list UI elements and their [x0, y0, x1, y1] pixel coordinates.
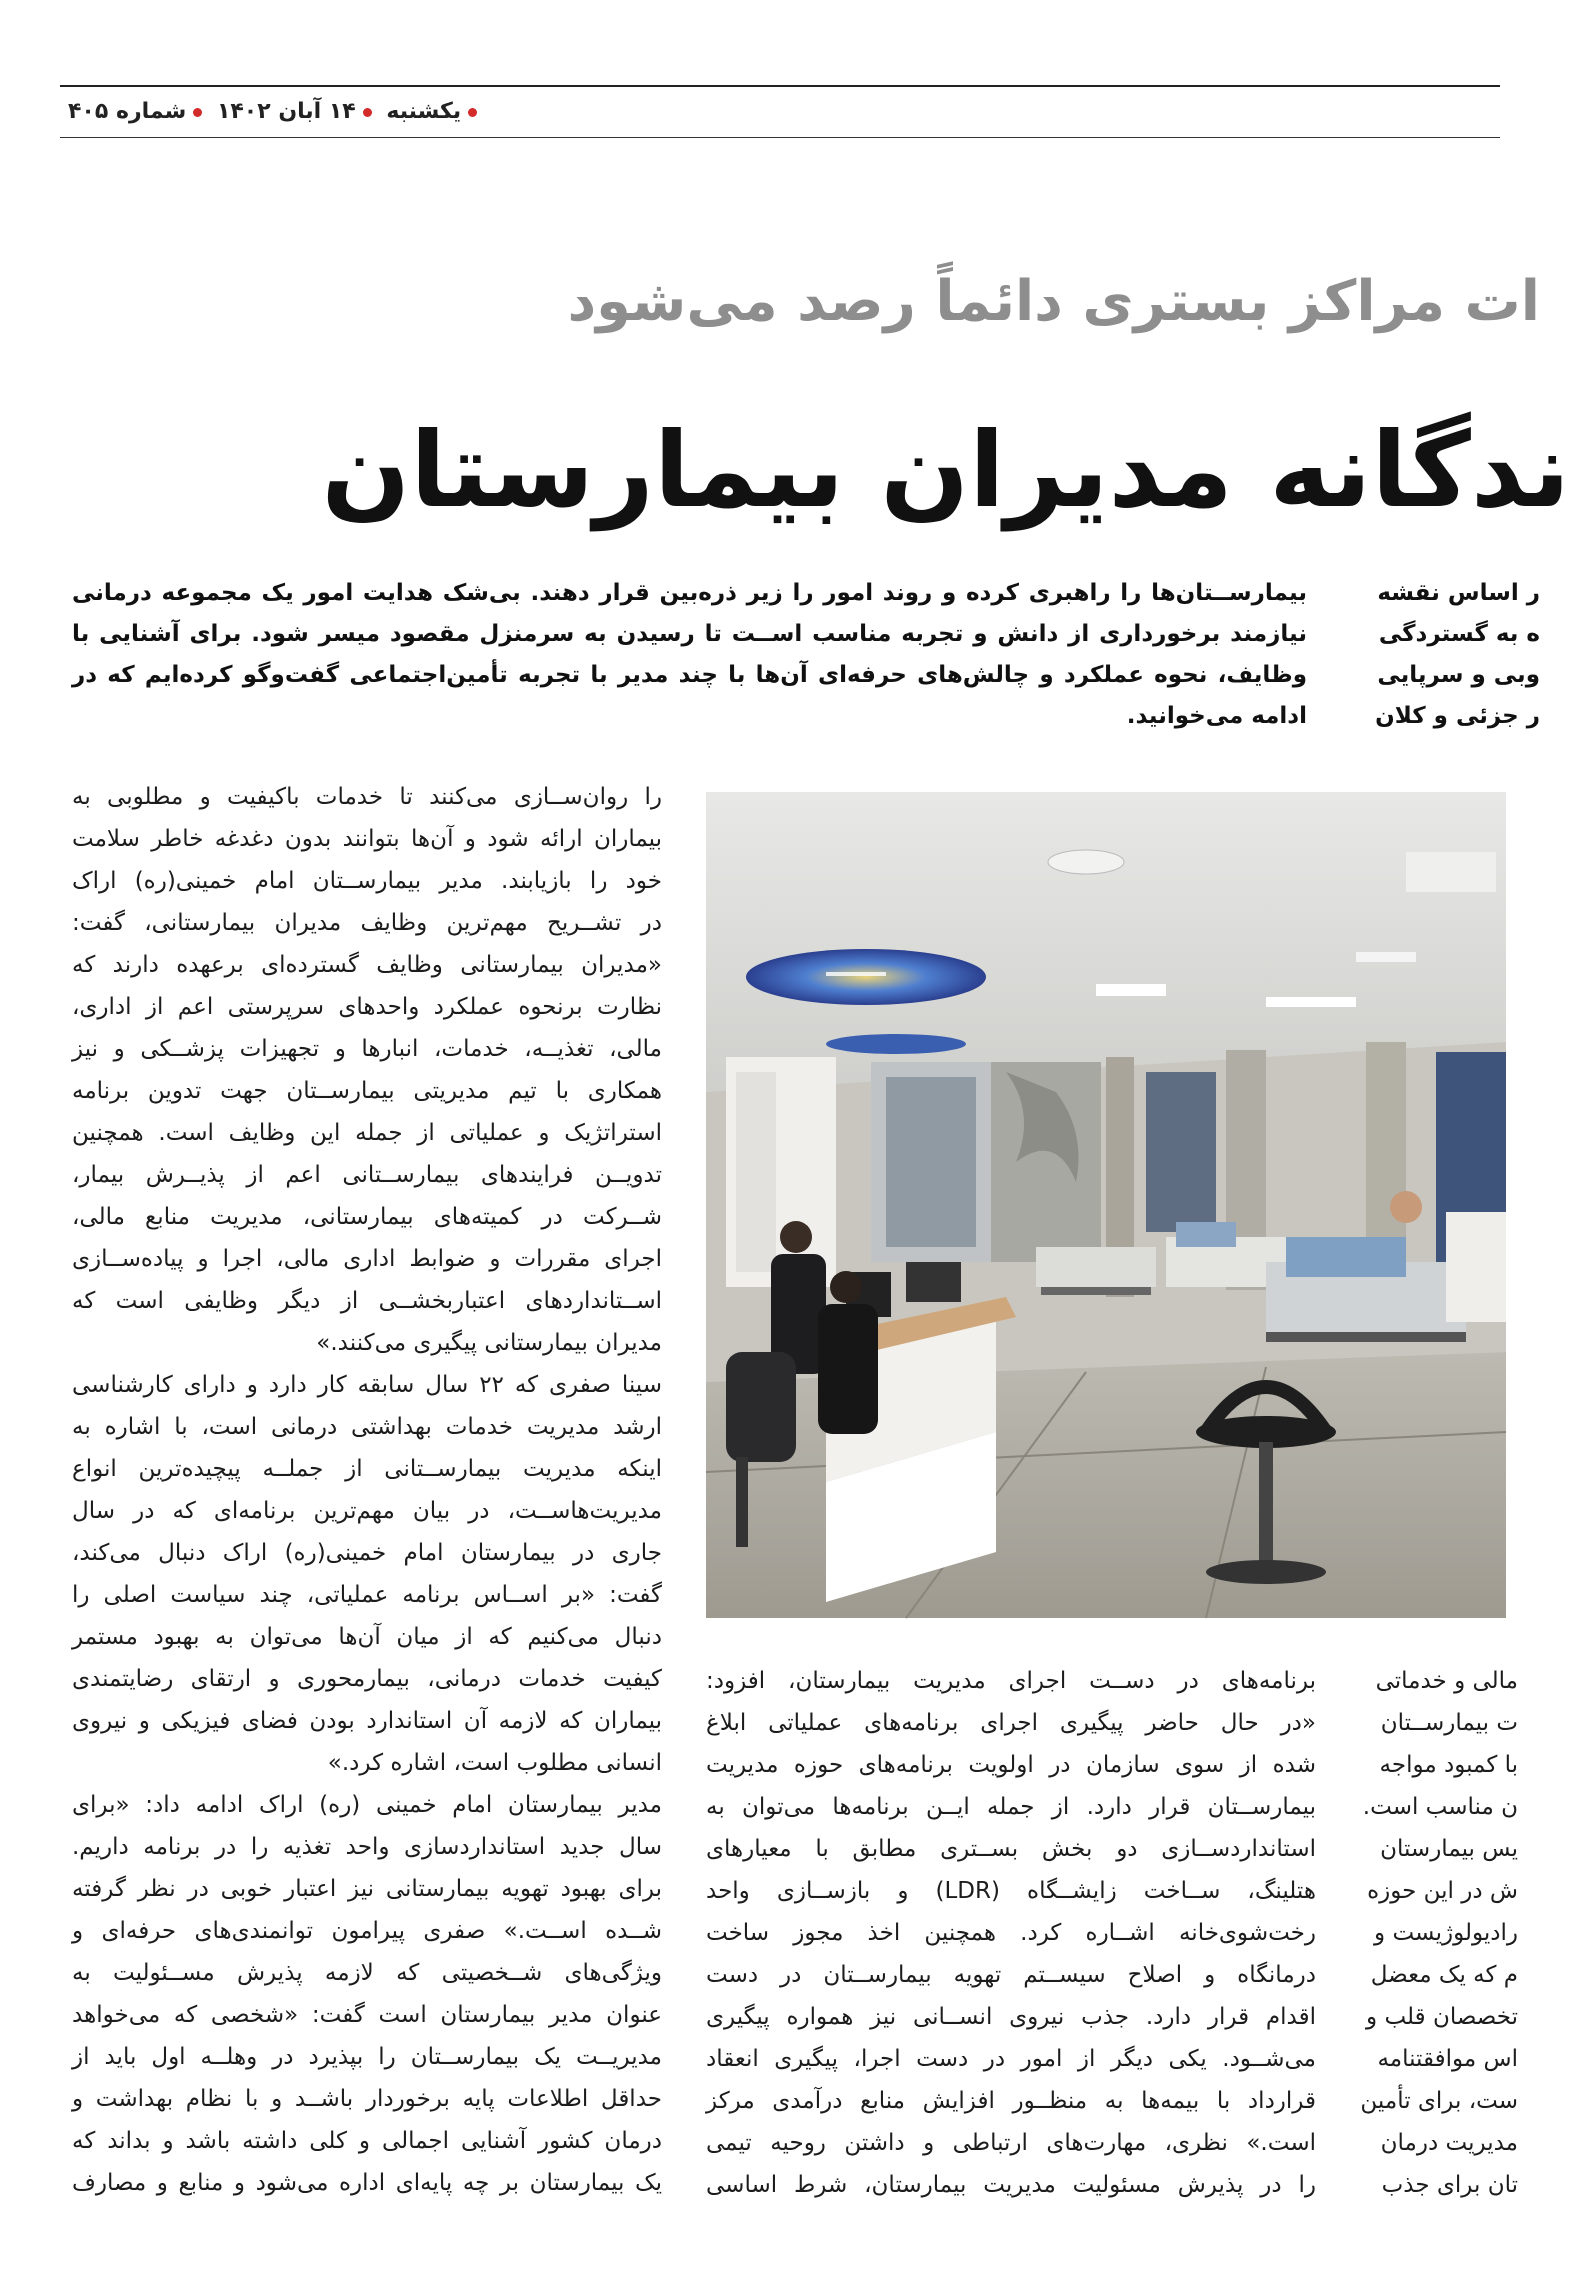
body-line: ست، برای تأمین: [1360, 2088, 1518, 2114]
body-line: تدویــن فرایندهای بیمارســتانی اعم از پذیــرش بیمار،: [72, 1162, 662, 1188]
body-line: شــرکت در کمیته‌های بیمارستانی، مدیریت منابع مالی،: [72, 1204, 662, 1230]
body-line: مالی، تغذیــه، خدمات، انبارها و تجهیزات پزشــکی و نیز: [72, 1036, 662, 1062]
body-line: را روان‌ســازی می‌کنند تا خدمات باکیفیت و مطلوبی به: [72, 784, 662, 810]
body-line: ت بیمارســتان: [1380, 1710, 1518, 1736]
headline: ندگانه مدیران بیمارستان: [321, 409, 1570, 531]
lead-line: نیازمند برخورداری از دانش و تجربه مناسب اســت تا رسیدن به سرمنزل مقصود میسر شود. برای آشنایی با: [72, 621, 1307, 647]
body-line: برنامه‌های در دســت اجرای مدیریت بیمارستان، افزود:: [706, 1668, 1316, 1694]
header-rule-bottom: [60, 137, 1500, 138]
body-line: مدیریت درمان: [1380, 2130, 1518, 2156]
body-line: بیماران که لازمه آن استاندارد بودن فضای فیزیکی و نیروی: [72, 1708, 662, 1734]
body-line: رخت‌شوی‌خانه اشــاره کرد. همچنین اخذ مجوز ساخت: [706, 1920, 1316, 1946]
body-line: حداقل اطلاعات پایه برخوردار باشــد و با نظام بهداشت و: [72, 2086, 662, 2112]
body-line: شده از سوی سازمان در اولویت برنامه‌های حوزه مدیریت: [706, 1752, 1316, 1778]
lead-line: بیمارســتان‌ها را راهبری کرده و روند امور را زیر ذره‌بین قرار دهند. بی‌شک هدایت امور یک مجموعه درمانی: [72, 580, 1307, 606]
body-line: تان برای جذب: [1381, 2172, 1518, 2198]
body-line: بیمارســتان قرار دارد. از جمله ایــن برنامه‌ها می‌توان به: [706, 1794, 1316, 1820]
body-line: را در پذیرش مسئولیت مدیریت بیمارستان، شرط اساسی: [706, 2172, 1316, 2198]
body-line: «مدیران بیمارستانی وظایف گسترده‌ای برعهده دارند که: [72, 952, 662, 978]
lead-line: وظایف، نحوه عملکرد و چالش‌های حرفه‌ای آن‌ها با چند مدیر با تجربه تأمین‌اجتماعی گفت‌وگو کرده‌ایم که در: [72, 662, 1307, 688]
lead-line: ر اساس نقشه: [1377, 580, 1540, 606]
body-line: اس موافقتنامه: [1377, 2046, 1518, 2072]
body-line: سال جدید استانداردسازی واحد تغذیه را در برنامه داریم.: [72, 1834, 662, 1860]
body-line: جاری در بیمارستان امام خمینی(ره) اراک دنبال می‌کند،: [72, 1540, 662, 1566]
body-line: شــده اســت.» صفری پیرامون توانمندی‌های حرفه‌ای و: [72, 1918, 662, 1944]
body-line: مدیران بیمارستانی پیگیری می‌کنند.»: [316, 1330, 662, 1356]
body-line: اینکه مدیریت بیمارســتانی از جملــه پیچیده‌ترین انواع: [72, 1456, 662, 1482]
body-line: مدیریــت یک بیمارســتان را بپذیرد در وهلــه اول باید از: [72, 2044, 662, 2070]
bullet-dot: [363, 108, 372, 117]
subheadline: ات مراکز بستری دائماً رصد می‌شود: [567, 269, 1540, 334]
body-line: بیماران ارائه شود و آن‌ها بتوانند بدون دغدغه خاطر سلامت: [72, 826, 662, 852]
lead-line: وبی و سرپایی: [1377, 662, 1540, 688]
body-line: کیفیت خدمات درمانی، بیمارمحوری و ارتقای رضایتمندی: [72, 1666, 662, 1692]
body-line: درمانگاه و اصلاح سیســتم تهویه بیمارســتان در دست: [706, 1962, 1316, 1988]
article-column-left: [72, 776, 662, 2204]
body-line: ن مناسب است.: [1362, 1794, 1518, 1820]
lead-line: ه به گستردگی: [1378, 621, 1540, 647]
body-line: یس بیمارستان: [1380, 1836, 1518, 1862]
body-line: درمان کشور آشنایی اجمالی و کلی داشته باشد و بداند که: [72, 2128, 662, 2154]
body-line: می‌شــود. یکی دیگر از امور در دست اجرا، پیگیری انعقاد: [706, 2046, 1316, 2072]
body-line: گفت: «بر اســاس برنامه عملیاتی، چند سیاست اصلی را: [72, 1582, 662, 1608]
body-line: در تشــریح مهم‌ترین وظایف مدیران بیمارستانی، گفت:: [72, 910, 662, 936]
issue-number: شماره ۴۰۵: [68, 99, 187, 124]
dateline: [68, 93, 484, 131]
body-line: «در حال حاضر پیگیری اجرای برنامه‌های عملیاتی ابلاغ: [706, 1710, 1316, 1736]
issue-date: ۱۴ آبان ۱۴۰۲: [216, 99, 356, 124]
body-line: هتلینگ، ســاخت زایشــگاه (LDR) و بازســازی واحد: [706, 1878, 1316, 1904]
body-line: با کمبود مواجه: [1379, 1752, 1518, 1778]
body-line: عنوان مدیر بیمارستان است گفت: «شخصی که می‌خواهد: [72, 2002, 662, 2028]
body-line: سینا صفری که ۲۲ سال سابقه کار دارد و دارای کارشناسی: [72, 1372, 663, 1398]
header-rule-top: [60, 85, 1500, 87]
body-line: دنبال می‌کنیم که از میان آن‌ها می‌توان به بهبود مستمر: [72, 1624, 662, 1650]
body-line: م که یک معضل: [1370, 1962, 1518, 1988]
body-line: تخصصان قلب و: [1366, 2004, 1518, 2030]
body-line: اجرای مقررات و ضوابط اداری مالی، اجرا و پیاده‌ســازی: [72, 1246, 662, 1272]
body-line: اقدام قرار دارد. جذب نیروی انســانی نیز همواره پیگیری: [706, 2004, 1316, 2030]
body-line: است.» نظری، مهارت‌های ارتباطی و داشتن روحیه تیمی: [706, 2130, 1316, 2156]
body-line: همکاری با تیم مدیریتی بیمارســتان جهت تدوین برنامه: [72, 1078, 662, 1104]
lead-line: ادامه می‌خوانید.: [1126, 703, 1307, 729]
hospital-ward-photo: [706, 792, 1506, 1618]
bullet-dot: [193, 108, 202, 117]
body-line: خود را بازیابند. مدیر بیمارســتان امام خمینی(ره) اراک: [72, 868, 662, 894]
body-line: قرارداد با بیمه‌ها به منظــور افزایش منابع درآمدی مرکز: [706, 2088, 1316, 2114]
body-line: اســتانداردهای اعتباربخشــی از دیگر وظایفی است که: [72, 1288, 662, 1314]
body-line: یک بیمارستان بر چه پایه‌ای اداره می‌شود و منابع و مصارف: [72, 2170, 662, 2196]
lead-paragraph: [72, 573, 1307, 737]
lead-line: ر جزئی و کلان: [1375, 703, 1540, 729]
body-line: ویژگی‌های شــخصیتی که لازمه پذیرش مســئولیت به: [72, 1960, 662, 1986]
lead-paragraph-continued: [1340, 573, 1540, 737]
body-line: مدیریت‌هاســت، در بیان مهم‌ترین برنامه‌ای که در سال: [72, 1498, 662, 1524]
body-line: انسانی مطلوب است، اشاره کرد.»: [327, 1750, 662, 1776]
body-line: استراتژیک و عملیاتی از جمله این وظایف است. همچنین: [72, 1120, 662, 1146]
body-line: برای بهبود تهویه بیمارستانی نیز اعتبار خوبی در نظر گرفته: [72, 1876, 662, 1902]
article-column-right: [1348, 1660, 1518, 2206]
body-line: مالی و خدماتی: [1375, 1668, 1518, 1694]
bullet-dot: [468, 108, 477, 117]
body-line: مدیر بیمارستان امام خمینی (ره) اراک ادامه داد: «برای: [72, 1792, 662, 1818]
body-line: ارشد مدیریت خدمات بهداشتی درمانی است، با اشاره به: [72, 1414, 662, 1440]
body-line: رادیولوژیست و: [1374, 1920, 1518, 1946]
body-line: استانداردســازی دو بخش بســتری مطابق با معیارهای: [706, 1836, 1316, 1862]
article-column-middle: [706, 1660, 1316, 2206]
body-line: نظارت برنحوه عملکرد واحدهای سرپرستی اعم از اداری،: [72, 994, 662, 1020]
weekday: یکشنبه: [386, 99, 462, 124]
body-line: ش در این حوزه: [1367, 1878, 1518, 1904]
